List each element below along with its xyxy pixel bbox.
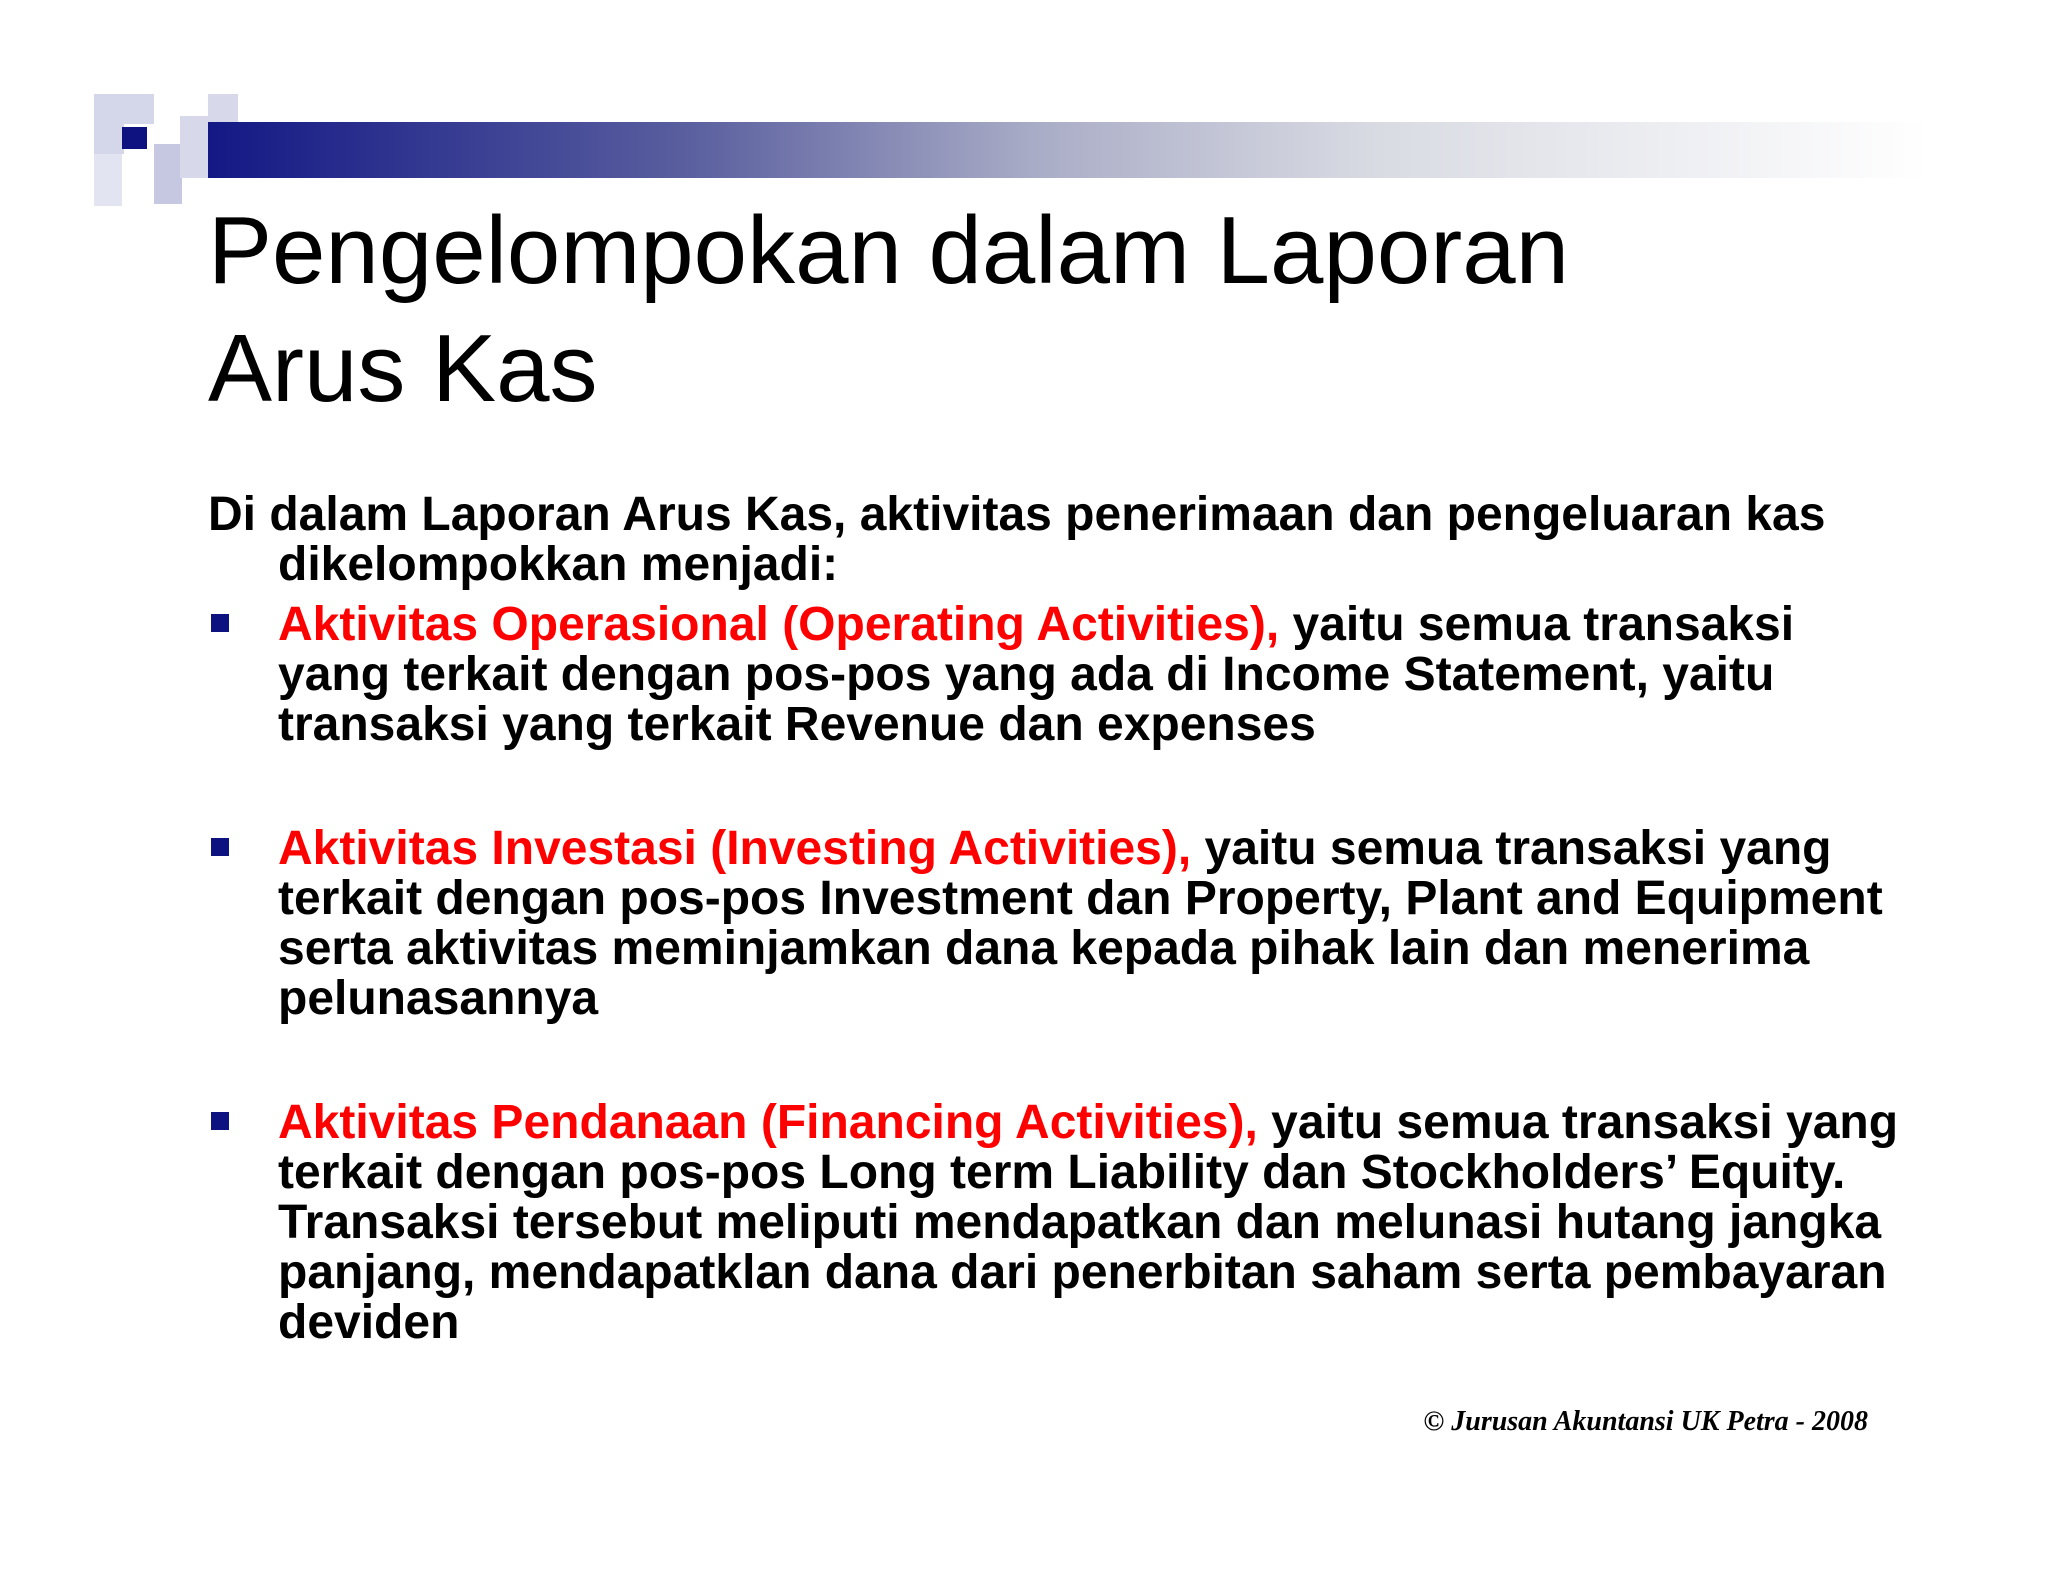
slide-title-line-1: Pengelompokan dalam Laporan (208, 197, 1569, 304)
header-gradient-bar (208, 122, 1928, 178)
decorative-square (94, 154, 122, 206)
decorative-square (124, 94, 154, 124)
bullet-text: yaitu semua transaksi yang terkait dengan pos-pos Long term Liability dan Stockholders’ Equity. Transaksi tersebut meliputi mendapatkan dan melunasi hutang jangka panjang, mendapatklan dana dari penerbitan saham serta pembayaran deviden (278, 1096, 1899, 1349)
decorative-square-accent (122, 127, 147, 149)
bullet-item-operating (208, 600, 1908, 750)
intro-text: Di dalam Laporan Arus Kas, aktivitas penerimaan dan pengeluaran kas dikelompokkan menjadi: (208, 488, 1826, 591)
square-bullet-icon (211, 838, 229, 856)
slide-body (208, 490, 1908, 1348)
bullet-text: yaitu semua transaksi yang terkait dengan pos-pos Investment dan Property, Plant and Equipment serta aktivitas meminjamkan dana kepada pihak lain dan menerima pelunasannya (278, 822, 1883, 1025)
bullet-text: yaitu semua transaksi yang terkait dengan pos-pos yang ada di Income Statement, yaitu transaksi yang terkait Revenue dan expenses (278, 598, 1795, 751)
slide-title-line-2: Arus Kas (208, 315, 598, 422)
decorative-square (154, 144, 182, 204)
copyright-footer: © Jurusan Akuntansi UK Petra - 2008 (1423, 1406, 1868, 1437)
bullet-label: Aktivitas Pendanaan (Financing Activities), (278, 1096, 1258, 1149)
bullet-item-financing (208, 1098, 1908, 1348)
square-bullet-icon (211, 614, 229, 632)
slide-title (208, 192, 1908, 428)
bullet-label: Aktivitas Investasi (Investing Activities), (278, 822, 1192, 875)
bullet-label: Aktivitas Operasional (Operating Activities), (278, 598, 1280, 651)
square-bullet-icon (211, 1112, 229, 1130)
decorative-square (94, 94, 124, 154)
bullet-item-investing (208, 824, 1908, 1024)
decorative-square (180, 116, 208, 178)
